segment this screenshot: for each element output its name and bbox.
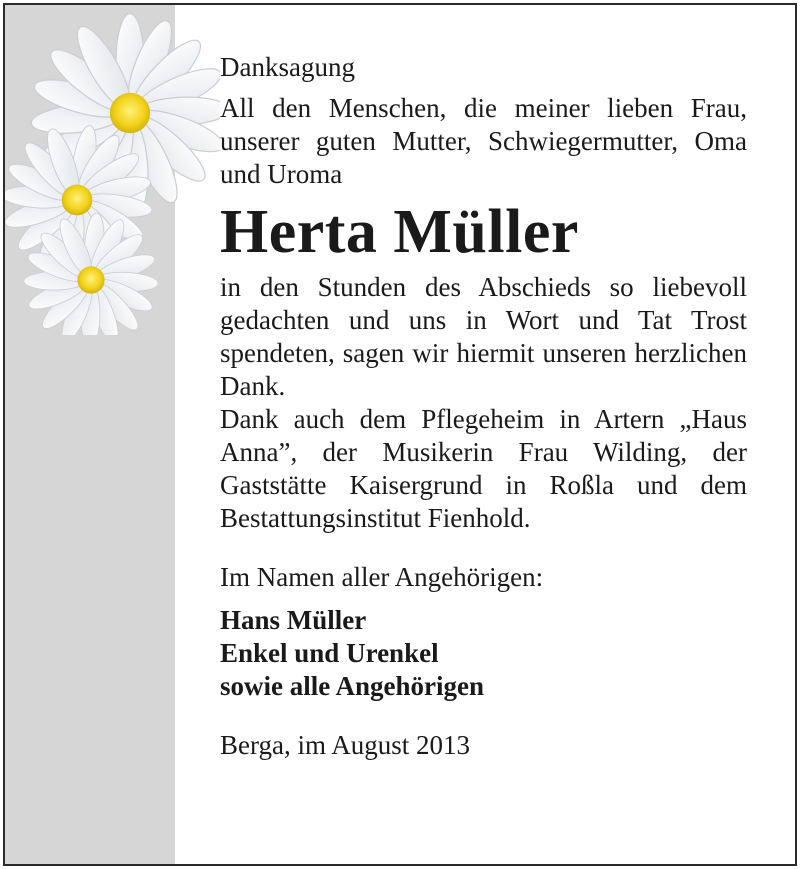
body-paragraph: in den Stunden des Abschieds so liebevoll gedachten und uns in Wort und Tat Trost spendeten, sagen wir hiermit unseren herzlichen Dank.: [220, 272, 747, 401]
notice-text: [220, 51, 747, 762]
on-behalf-line: Im Namen aller Angehörigen:: [220, 562, 544, 592]
notice-heading: Danksagung: [220, 52, 355, 82]
signatory-1: Hans Müller: [220, 605, 367, 635]
thanks-paragraph: Dank auch dem Pflegeheim in Artern „Haus Anna”, der Musikerin Frau Wilding, der Gaststätte Kaisergrund in Roßla und dem Bestattungsinstitut Fienhold.: [220, 404, 747, 533]
daisy-flowers-icon: [5, 5, 220, 335]
place-date: Berga, im August 2013: [220, 730, 471, 760]
obituary-notice: [3, 3, 797, 866]
signatory-3: sowie alle Angehörigen: [220, 671, 484, 701]
intro-paragraph: All den Menschen, die meiner lieben Frau, unserer guten Mutter, Schwiegermutter, Oma und Uroma: [220, 93, 747, 189]
signatory-2: Enkel und Urenkel: [220, 638, 439, 668]
deceased-name: Herta Müller: [220, 198, 579, 266]
